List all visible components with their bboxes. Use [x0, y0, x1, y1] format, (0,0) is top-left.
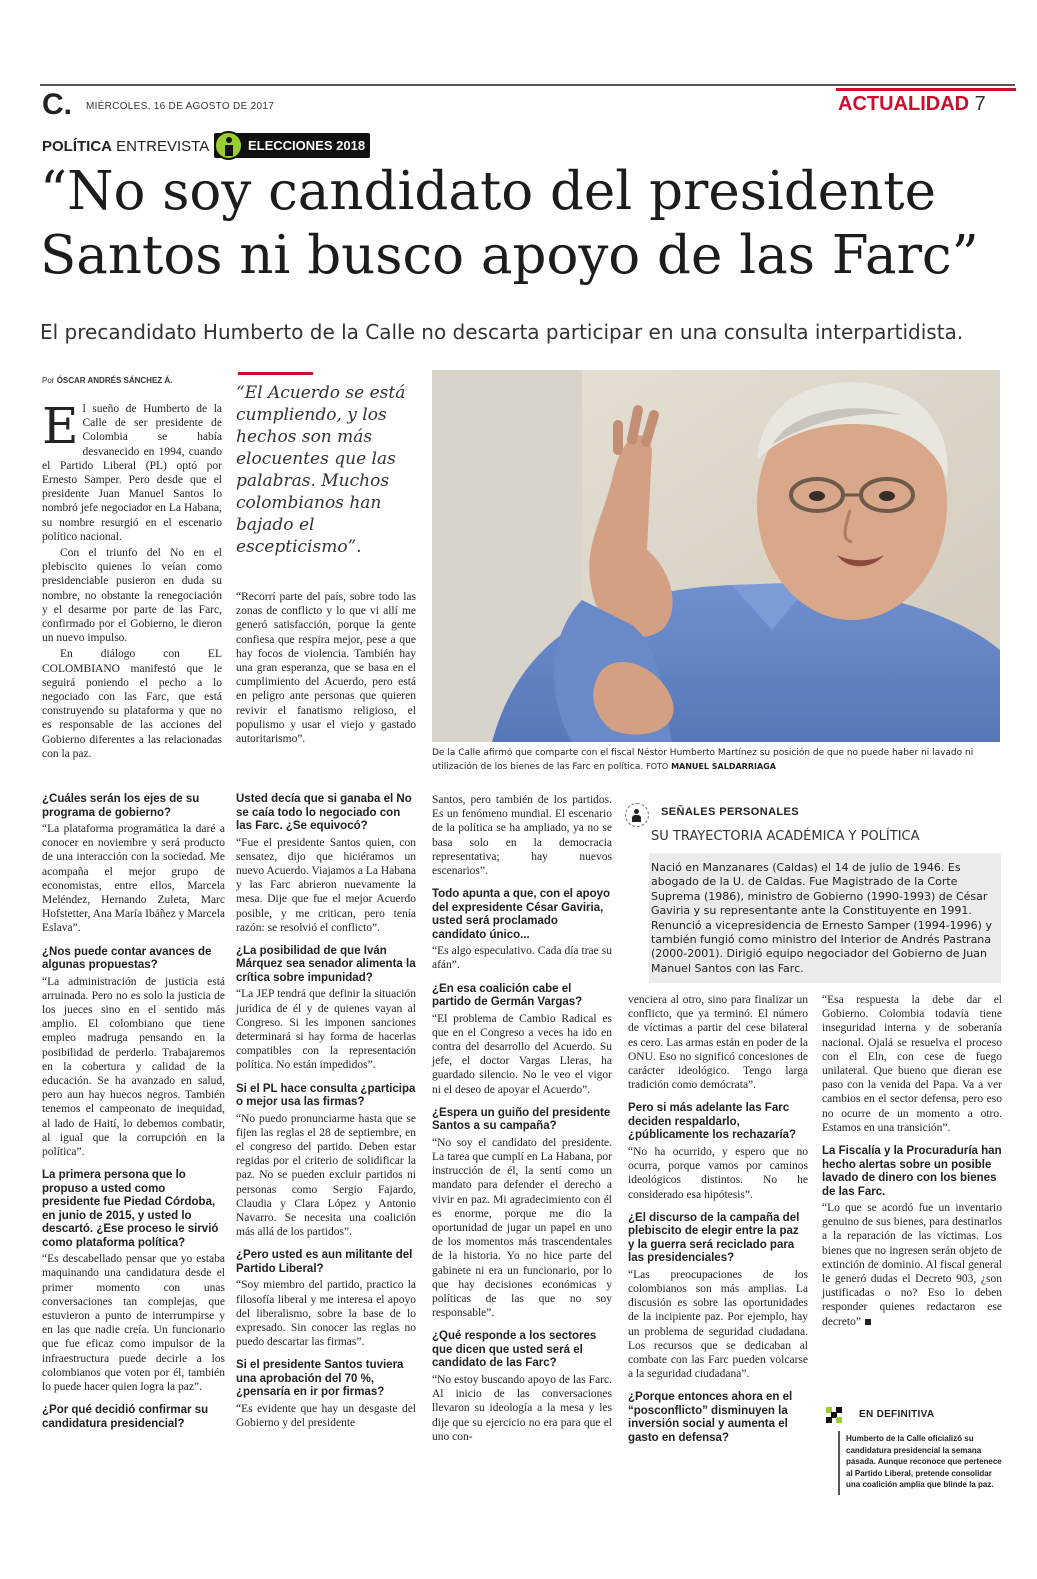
interview-question: Pero si más adelante las Farc deciden respaldarlo, ¿públicamente los rechazaría?	[628, 1102, 797, 1142]
body-paragraph: “Recorrí parte del país, sobre todo las zonas de conflicto y lo que vi allí me generó satisfacción, porque la gente confiesa que respira mejor, pese a que hay focos de violencia. También hay una gran esperanza, que se basa en el cumplimiento del Acuerdo, pero está en peligro ante personas que quieren revivir el fanatismo religioso, el populismo y usar el viejo y gastado autoritarismo”.	[236, 591, 416, 746]
interview-answer: “Es evidente que hay un desgaste del Gobierno y del presidente	[236, 1402, 416, 1430]
summary-icon-graphic	[823, 1404, 845, 1426]
summary-title: EN DEFINITIVA	[859, 1409, 935, 1420]
interview-question: Si el presidente Santos tuviera una aprobación del 70 %, ¿pensaría en ir por firmas?	[236, 1359, 404, 1399]
interview-answer: “Fue el presidente Santos quien, con sensatez, dijo que hiciéramos un nuevo Acuerdo. Viajamos a La Habana y las Farc abrieron nuevamente la mesa. Dije que fue el mejor Acuerdo posible, y me critican, pero tenía razón: se resolvió el conflicto”.	[236, 836, 416, 934]
profile-box-text: Nació en Manzanares (Caldas) el 14 de julio de 1946. Es abogado de la U. de Caldas. Fue Magistrado de la Corte Suprema (1986), ministro de Gobierno (1990-1993) de César Gaviria y su representante ante la Constituyente en 1991. Renunció a vicepresidencia de Ernesto Samper (1994-1996) y también fungió como ministro del Interior de Andrés Pastrana (2000-2001). Dirigió equipo negociador del Gobierno de Juan Manuel Santos con las Farc.	[651, 861, 992, 975]
interview-answer	[822, 1201, 1002, 1329]
portrait-illustration	[432, 370, 1000, 742]
body-paragraph: Con el triunfo del No en el plebiscito quienes lo veían como presidenciable pusieron en duda su nombre, no obstante la renegociación y el desarme por parte de las Farc, confirmado por el Gobierno, le dieron un nuevo impulso.	[42, 547, 222, 645]
interview-answer: venciera al otro, sino para finalizar un conflicto, que ya terminó. El número de víctimas a partir del cese bilateral es cero. Las armas están en poder de la ONU. Eso no significó concesiones de carácter ideológico. Tengo larga tradición como demócrata”.	[628, 994, 808, 1092]
summary-text: Humberto de la Calle oficializó su candidatura presidencial la semana pasada. Aunque reconoce que pertenece al Partido Liberal, pretende consolidar una coalición amplia que blinde la paz.	[846, 1434, 1002, 1489]
article-col1-qa	[42, 793, 225, 1433]
summary-rule	[838, 1431, 840, 1495]
interview-question: ¿Por qué decidió confirmar su candidatura presidencial?	[42, 1404, 209, 1430]
page-number: 7	[974, 93, 986, 115]
profile-box-subtitle: SU TRAYECTORIA ACADÉMICA Y POLÍTICA	[651, 829, 920, 844]
interview-question: ¿Espera un guiño del presidente Santos a su campaña?	[432, 1106, 611, 1133]
interview-question: ¿Porque entonces ahora en el “posconflicto” disminuyen la inversión social y aumenta el gasto en defensa?	[628, 1391, 793, 1444]
caption-text: De la Calle afirmó que comparte con el fiscal Néstor Humberto Martínez su posición de que no puede haber ni lavado ni utilización de los bienes de las Farc en política.	[432, 748, 974, 772]
byline	[42, 376, 172, 385]
interview-answer: “La JEP tendrá que definir la situación jurídica de él y de quienes vayan al Congreso. Si les imponen sanciones determinará si hay forma de hacerlas compatibles con la representación política. No están impedidos”.	[236, 988, 416, 1072]
subheadline: El precandidato Humberto de la Calle no descarta participar en una consulta interpartidista.	[40, 320, 964, 344]
photo-caption	[432, 746, 1000, 774]
article-col5-qa	[822, 993, 1002, 1331]
interview-question: ¿El discurso de la campaña del plebiscito de elegir entre la paz y la guerra será reciclado para las presidenciales?	[628, 1211, 800, 1265]
intro-text: l sueño de Humberto de la Calle de ser presidente de Colombia se había desvanecido en 1994, cuando el Partido Liberal (PL) optó por Ernesto Samper. Pero desde que el presidente Juan Manuel Santos lo nombró jefe negociador en La Habana, su nombre resurgió en el escenario político nacional.	[42, 403, 222, 543]
interview-question: La primera persona que lo propuso a usted como presidente fue Piedad Córdoba, en junio de 2015, y usted lo descartó. ¿Ese proceso le sirvió como plataforma política?	[42, 1169, 219, 1249]
headline-line-1: “No soy candidato del presidente	[40, 161, 936, 222]
interview-question: Todo apunta a que, con el apoyo del expresidente César Gaviria, usted será proclamado candidato único...	[432, 888, 611, 941]
interview-question: ¿En esa coalición cabe el partido de Germán Vargas?	[432, 982, 583, 1009]
kicker-primary: POLÍTICA	[42, 138, 112, 155]
drop-cap: E	[42, 397, 79, 455]
interview-answer: “Soy miembro del partido, practico la filosofía liberal y me interesa el apoyo del liberalismo, sobre la base de lo expresado. Sin conocer las reglas no puedo descartar las firmas”.	[236, 1279, 416, 1349]
pullquote: “El Acuerdo se está cumpliendo, y los hechos son más elocuentes que las palabras. Muchos colombianos han bajado el escepticismo”.	[236, 383, 406, 557]
summary-icon	[823, 1404, 845, 1426]
interview-question: ¿Cuáles serán los ejes de su programa de gobierno?	[42, 793, 200, 819]
issue-date: MIÉRCOLES, 16 DE AGOSTO DE 2017	[86, 101, 275, 112]
interview-answer: “Es algo especulativo. Cada día trae su afán”.	[432, 945, 612, 972]
end-of-article-mark	[865, 1319, 871, 1325]
article-col4-qa	[628, 993, 808, 1447]
article-intro	[42, 397, 222, 763]
newspaper-logo: C.	[42, 88, 72, 121]
body-paragraph: En diálogo con EL COLOMBIANO manifestó que le seguirá poniendo el pecho a lo negociado con las Farc, que está construyendo su plataforma y que no es responsable de las acciones del Gobierno diferentes a las relacionadas con la paz.	[42, 648, 222, 760]
kicker-secondary: ENTREVISTA	[116, 138, 210, 155]
interview-question: ¿La posibilidad de que Iván Márquez sea senador alimenta la crítica sobre impunidad?	[236, 944, 416, 984]
kicker	[42, 138, 209, 155]
section-name: ACTUALIDAD	[838, 93, 970, 115]
interview-answer: “Es descabellado pensar que yo estaba maquinando una candidatura desde el primer momento con unas conversaciones tan complejas, que estuvieron a punto de interrumpirse y en las que nadie creía. Un funcionario que fue eficaz como impulsor de la infraestructura puede decirle a los colombianos que voten por él, también lo puede hacer quien logra la paz”.	[42, 1253, 225, 1394]
interview-question: ¿Nos puede contar avances de algunas propuestas?	[42, 945, 212, 972]
interview-answer: “El problema de Cambio Radical es que en el Congreso a veces ha ido en contra del desarrollo del Acuerdo. Su jefe, el doctor Vargas Lleras, ha guardado silencio. No le veo el vigor ni el deseo de apoyar el Acuerdo”.	[432, 1012, 612, 1096]
interview-photo	[432, 370, 1000, 742]
interview-answer: “La plataforma programática la daré a conocer en noviembre y será producto de una interacción con la sociedad. Me acompaña el mejor grupo de economistas, entre ellos, Marcela Meléndez, Hernando Zuleta, Marc Hofstetter, Ana María Ibáñez y Marcela Eslava”.	[42, 823, 225, 935]
interview-question: Si el PL hace consulta ¿participa o mejor usa las firmas?	[236, 1082, 416, 1109]
interview-question: ¿Pero usted es aun militante del Partido Liberal?	[236, 1249, 413, 1275]
interview-answer: “Las preocupaciones de los colombianos son más amplias. La discusión es sobre las oportunidades de la incipiente paz. Por ejemplo, hay un problema de seguridad ciudadana. Los recursos que se dedicaban al combate con las Farc pueden volcarse a la seguridad ciudadana”.	[628, 1268, 808, 1381]
article-col3-qa	[432, 793, 612, 1446]
section-label	[838, 93, 986, 116]
headline-line-2: Santos ni busco apoyo de las Farc”	[40, 225, 979, 286]
photographer-credit: MANUEL SALDARRIAGA	[671, 762, 776, 771]
article-col2-top	[236, 590, 416, 748]
interview-answer: “No estoy buscando apoyo de las Farc. Al inicio de las conversaciones llevaron su ideología a la mesa y les dije que su ejercicio no era para que el uno con-	[432, 1373, 612, 1443]
interview-answer: “Esa respuesta la debe dar el Gobierno. Colombia todavía tiene inseguridad interna y de soberanía nacional. Ojalá se resuelva el proceso con el Eln, con cese de fuego unilateral. Que bueno que dieran ese paso con la venida del Papa. Va a ver cambios en el sector defensa, pero eso no ocurre de un momento a otro. Estamos en una transición”.	[822, 994, 1002, 1134]
headline	[40, 160, 1025, 288]
pullquote-accent-bar	[238, 372, 313, 375]
profile-box-title: SEÑALES PERSONALES	[661, 806, 800, 818]
intro-paragraph	[42, 397, 222, 544]
interview-question: Usted decía que si ganaba el No se caía todo lo negociado con las Farc. ¿Se equivocó?	[236, 793, 412, 832]
byline-prefix: Por	[42, 376, 55, 385]
interview-answer: “No puedo pronunciarme hasta que se fijen las reglas el 28 de septiembre, en el congreso del partido. Deben estar regidas por el criterio de solidificar la paz. No se pueden excluir partidos ni personas como Sergio Fajardo, Claudia y Clara López y Antonio Navarro. Se necesita una coalición más allá de los partidos”.	[236, 1112, 416, 1239]
interview-answer: “La administración de justicia está arruinada. Pero no es solo la justicia de los jueces sino en el sentido más amplio. El colombiano que tiene empleo madruga pensando en la posibilidad de perderlo. Trabajaremos en la cobertura y calidad de la educación. Se ha avanzado en salud, pero aun hay huecos negros. También tenemos el campeonato de inequidad, al lado de Haití, lo debemos combatir, al igual que la corrupción en la política”.	[42, 975, 225, 1159]
final-answer-text: “Lo que se acordó fue un inventario genuino de sus bienes, para destinarlos a la reparación de las víctimas. Los bienes que no ingresen serán objeto de extinción de dominio. Al fiscal general le generó dudas el Decreto 903, ¿son justificadas o no? Eso lo deben responder quienes redactaron ese decreto”	[822, 1202, 1002, 1328]
candidate-icon	[214, 131, 243, 160]
elections-badge-label: ELECCIONES 2018	[248, 138, 366, 153]
interview-answer: “No soy el candidato del presidente. La tarea que cumplí en La Habana, por instrucción de él, la sentí como un mandato para defender el derecho a vivir en paz. Mi agradecimiento con él es enorme, porque me dio la oportunidad de jugar un papel en uno de los momentos más trascendentales de la historia. Yo no hice parte del gabinete ni era un funcionario, por lo que hay decisiones económicas y políticas de las que no soy responsable”.	[432, 1136, 612, 1320]
byline-author: ÓSCAR ANDRÉS SÁNCHEZ Á.	[56, 376, 173, 385]
person-icon	[625, 803, 649, 827]
article-col2-qa	[236, 793, 416, 1432]
elections-badge	[214, 133, 370, 158]
interview-answer: Santos, pero también de los partidos. Es un fenómeno mundial. El escenario de la política se ha ampliado, ya no se basa solo en la democracia representativa; hay nuevos escenarios”.	[432, 794, 612, 878]
caption-foto-label: FOTO	[646, 762, 669, 771]
masthead-rule	[40, 84, 1015, 86]
interview-question: La Fiscalía y la Procuraduría han hecho alertas sobre un posible lavado de dinero con los bienes de las Farc.	[822, 1145, 1002, 1198]
section-accent-bar	[836, 88, 1016, 91]
interview-answer: “No ha ocurrido, y espero que no ocurra, porque vamos por caminos ideológicos distintos. No he considerado esa hipótesis”.	[628, 1145, 808, 1201]
interview-question: ¿Qué responde a los sectores que dicen que usted será el candidato de las Farc?	[432, 1330, 597, 1370]
